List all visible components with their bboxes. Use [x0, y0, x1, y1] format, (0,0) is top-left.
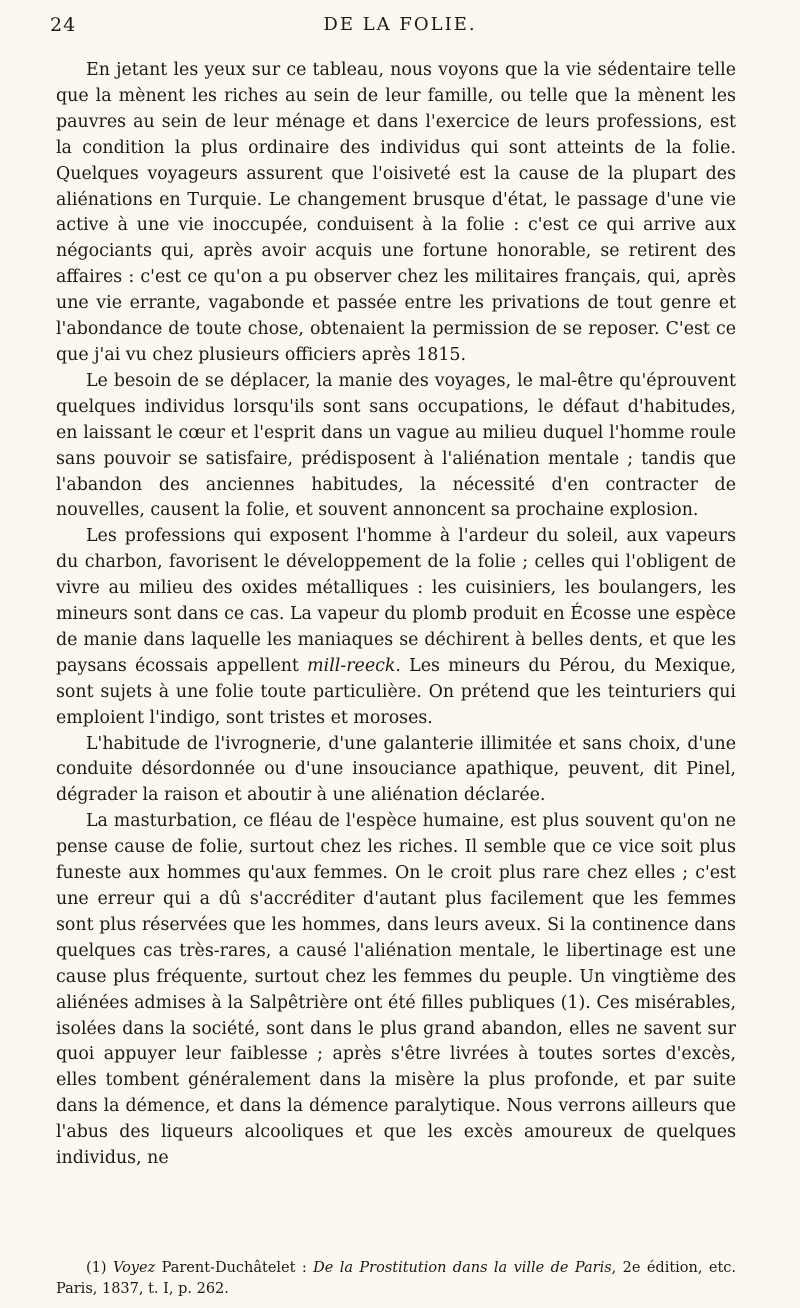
footnote-author: Parent-Duchâtelet :	[155, 1260, 314, 1276]
footnote-voyez: Voyez	[112, 1260, 156, 1276]
page-number: 24	[50, 14, 77, 36]
paragraph-4: L'habitude de l'ivrognerie, d'une galanterie illimitée et sans choix, d'une conduite désordonnée ou d'une insouciance apathique, peuvent, dit Pinel, dégrader la raison et aboutir à une aliénation déclarée.	[56, 733, 736, 806]
footnote-marker: (1)	[86, 1260, 113, 1276]
paragraph-3-text-b: . Les mineurs du Pérou, du Mexique, sont sujets à une folie toute particulière. On prétend que les teinturiers qui emploient l'indigo, sont tristes et moroses.	[56, 655, 737, 728]
paragraph-3-text-a: Les professions qui exposent l'homme à l'ardeur du soleil, aux vapeurs du charbon, favorisent le développement de la folie ; celles qui l'obligent de vivre au milieu des oxides métalliques : les cuisiniers, les boulangers, les mineurs sont dans ce cas. La vapeur du plomb produit en Écosse une espèce de manie dans laquelle les maniaques se déchirent à belles dents, et que les paysans écossais appellent	[56, 526, 736, 676]
paragraph-1: En jetant les yeux sur ce tableau, nous voyons que la vie sédentaire telle que la mènent les riches au sein de leur famille, ou telle que la mènent les pauvres au sein de leur ménage et dans l'exercice de leurs professions, est la condition la plus ordinaire des individus qui sont atteints de la folie. Quelques voyageurs assurent que l'oisiveté est la cause de la plupart des aliénations en Turquie. Le changement brusque d'état, le passage d'une vie active à une vie inoccupée, conduisent à la folie : c'est ce qui arrive aux négociants qui, après avoir acquis une fortune honorable, se retirent des affaires : c'est ce qu'on a pu observer chez les militaires français, qui, après une vie errante, vagabonde et passée entre les privations de tout genre et l'abondance de toute chose, obtenaient la permission de se reposer. C'est ce que j'ai vu chez plusieurs officiers après 1815.	[56, 60, 736, 365]
footnote-details: , 2e édition, etc. Paris, 1837, t. I, p. 262.	[56, 1260, 737, 1297]
footnote-text	[56, 1258, 736, 1300]
paragraph-3	[56, 524, 736, 731]
paragraph-2: Le besoin de se déplacer, la manie des voyages, le mal-être qu'éprouvent quelques individus lorsqu'ils sont sans occupations, le défaut d'habitudes, en laissant le cœur et l'esprit dans un vague au milieu duquel l'homme roule sans pouvoir se satisfaire, prédisposent à l'aliénation mentale ; tandis que l'abandon des anciennes habitudes, la nécessité d'en contracter de nouvelles, causent la folie, et souvent annoncent sa prochaine explosion.	[56, 370, 736, 521]
running-title: DE LA FOLIE.	[323, 14, 477, 35]
running-head	[50, 14, 750, 38]
footnote-work-title: De la Prostitution dans la ville de Paris	[313, 1260, 612, 1276]
footnote	[56, 1258, 736, 1300]
body-text	[56, 58, 736, 1172]
paragraph-3-italic-term: mill-reeck	[307, 655, 396, 676]
paragraph-5: La masturbation, ce fléau de l'espèce humaine, est plus souvent qu'on ne pense cause de folie, surtout chez les riches. Il semble que ce vice soit plus funeste aux hommes qu'aux femmes. On le croit plus rare chez elles ; c'est une erreur qui a dû s'accréditer d'autant plus facilement que les femmes sont plus réservées que les hommes, dans leurs aveux. Si la continence dans quelques cas très-rares, a causé l'aliénation mentale, le libertinage est une cause plus fréquente, surtout chez les femmes du peuple. Un vingtième des aliénées admises à la Salpêtrière ont été filles publiques (1). Ces misérables, isolées dans la société, sont dans le plus grand abandon, elles ne savent sur quoi appuyer leur faiblesse ; après s'être livrées à toutes sortes d'excès, elles tombent généralement dans la misère la plus profonde, et par suite dans la démence, et dans la démence paralytique. Nous verrons ailleurs que l'abus des liqueurs alcooliques et que les excès amoureux de quelques individus, ne	[56, 811, 736, 1169]
